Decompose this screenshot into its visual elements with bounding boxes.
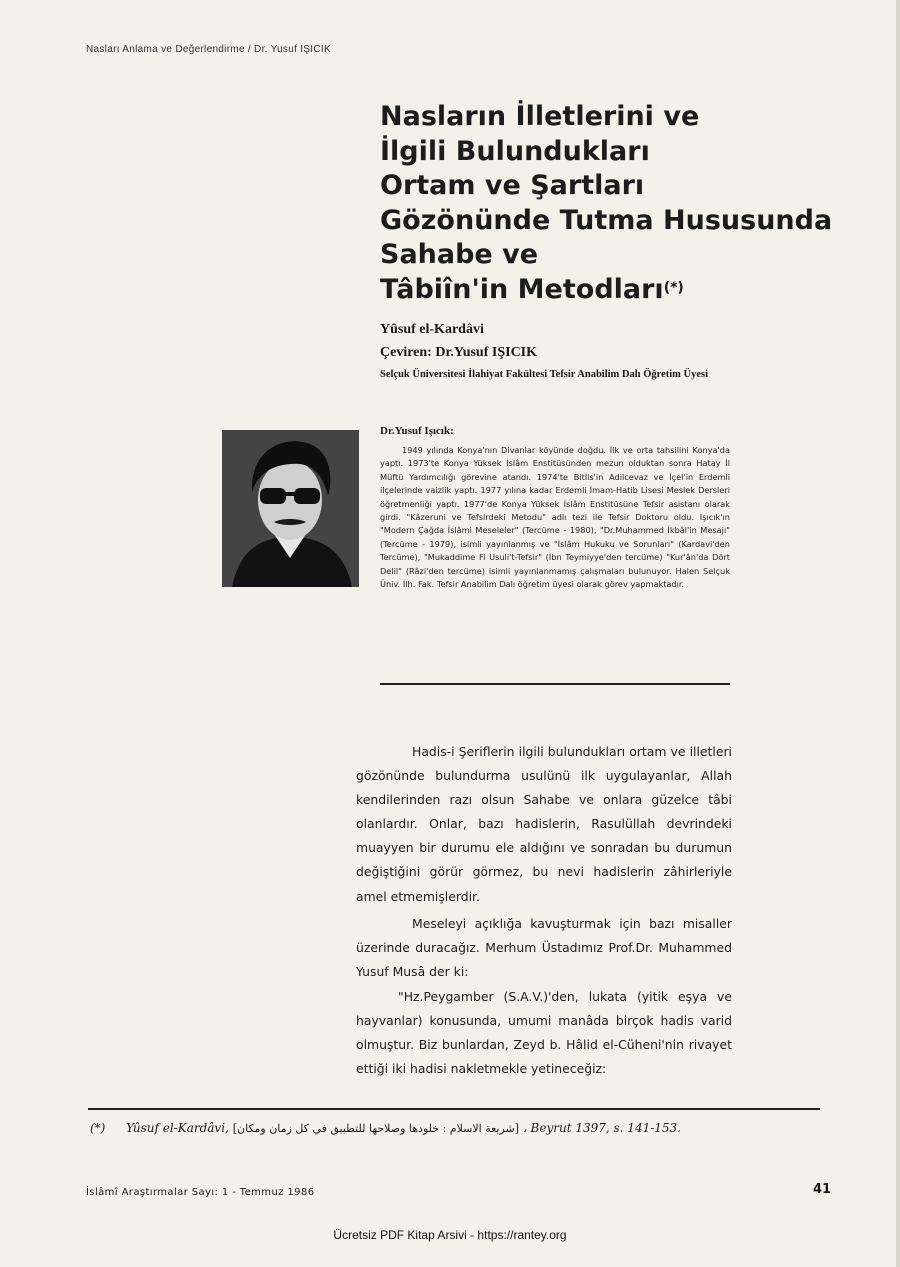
- title-line: Nasların İlletlerini ve: [380, 101, 700, 132]
- bio-divider: [380, 683, 730, 685]
- page-number: 41: [813, 1182, 832, 1197]
- footnote: [90, 1121, 820, 1135]
- bio-text: 1949 yılında Konya'nın Divanlar köyünde doğdu. İlk ve orta tahsilini Konya'da yaptı. 1973'te Konya Yüksek İslâm Enstitüsünden mezun olduktan sonra Hatay İl Müftü Yardımcılığı görevine atandı. 1974'te Bitlis'in Adilcevaz ve İçel'in Erdemli ilçelerinde vaizlik yaptı. 1977 yılına kadar Erdemli İmam-Hatib Lisesi Meslek Dersleri öğretmenliği yaptı. 1977'de Konya Yüksek İslâm Enstitüsüne Tefsir asistanı olarak girdi. "Kâzeruni ve Tefsirdeki Metodu" adlı tezi ile Tefsir Doktoru oldu. Işıcık'ın "Modern Çağda İslâmi Meseleler" (Tercüme - 1980), "Dr.Muhammed İkbâl'in Mesajı" (Tercüme - 1979), isimli yayınlanmış ve "İslâm Hukuku ve Sorunları" (Kardavi'den Tercüme), "Mukaddime Fi Usuli't-Tefsir" (İbn Teymiyye'den tercüme) "Kur'ân'da Dört Delil" (Râzi'den tercüme) isimli yayınlanmamış çalışmaları bulunuyor. Halen Selçuk Üniv. İlh. Fak. Tefsir Anabilim Dalı öğretim üyesi olarak görev yapmaktadır.: [380, 445, 730, 590]
- watermark-text: Ücretsiz PDF Kitap Arsivi - https://rantey.org: [333, 1228, 567, 1242]
- translator-affiliation: Selçuk Üniversitesi İlahiyat Fakültesi Tefsir Anabilim Dalı Öğretim Üyesi: [380, 369, 709, 380]
- title-line: [380, 273, 850, 308]
- title-line: İlgili Bulundukları: [380, 135, 650, 167]
- title-line: Gözönünde Tutma Hususunda: [380, 204, 833, 236]
- title-footnote-mark: (*): [663, 279, 684, 296]
- portrait-image: [222, 430, 359, 587]
- footnote-divider: [88, 1108, 820, 1110]
- body-paragraph: Meseleyi açıklığa kavuşturmak için bazı misaller üzerinde duracağız. Merhum Üstadımız Prof.Dr. Muhammed Yusuf Musâ der ki:: [356, 916, 732, 980]
- running-head: Nasları Anlama ve Değerlendirme / Dr. Yusuf IŞICIK: [86, 44, 331, 55]
- author-photo: [222, 430, 359, 587]
- footnote-arabic-title: [شريعة الاسلام : خلودها وصلاحها للتطبيق في كل زمان ومكان]: [232, 1122, 520, 1135]
- title-line: Sahabe ve: [380, 239, 539, 271]
- translator-name: Çeviren: Dr.Yusuf IŞICIK: [380, 345, 538, 360]
- title-line-text: Tâbiîn'in Metodları: [380, 273, 664, 305]
- title-line: Ortam ve Şartları: [380, 170, 645, 202]
- footnote-citation: ، Beyrut 1397, s. 141-153.: [522, 1121, 681, 1135]
- journal-info: İslâmî Araştırmalar Sayı: 1 - Temmuz 1986: [86, 1187, 315, 1198]
- footnote-author: Yûsuf el-Kardâvi,: [126, 1121, 229, 1135]
- body-paragraph: "Hz.Peygamber (S.A.V.)'den, lukata (yitik eşya ve hayvanlar) konusunda, umumi manâda birçok hadis varid olmuştur. Biz bunlardan, Zeyd b. Hâlid el-Cüheni'nin rivayet ettiği iki hadisi nakletmekle yetineceğiz:: [356, 989, 732, 1077]
- bio-heading: Dr.Yusuf Işıcık:: [380, 425, 454, 437]
- author-name: Yûsuf el-Kardâvi: [380, 322, 484, 337]
- article-title: [380, 100, 850, 308]
- body-paragraph: Hadis-i Şeriflerin ilgili bulundukları ortam ve illetleri gözönünde bulundurma usulünü ilk uygulayanlar, Allah kendilerinden razı olsun Sahabe ve onlara güzelce tâbi olanlardır. Onlar, bazı hadislerin, Rasulüllah devrindeki muayyen bir durumu ele aldığını ve sonradan bu durumun değiştiğini görür görmez, bu nevi hadislerin zâhirleriyle amel etmemişlerdir.: [356, 744, 732, 904]
- footnote-mark: (*): [90, 1121, 106, 1135]
- page-edge: [896, 0, 900, 1267]
